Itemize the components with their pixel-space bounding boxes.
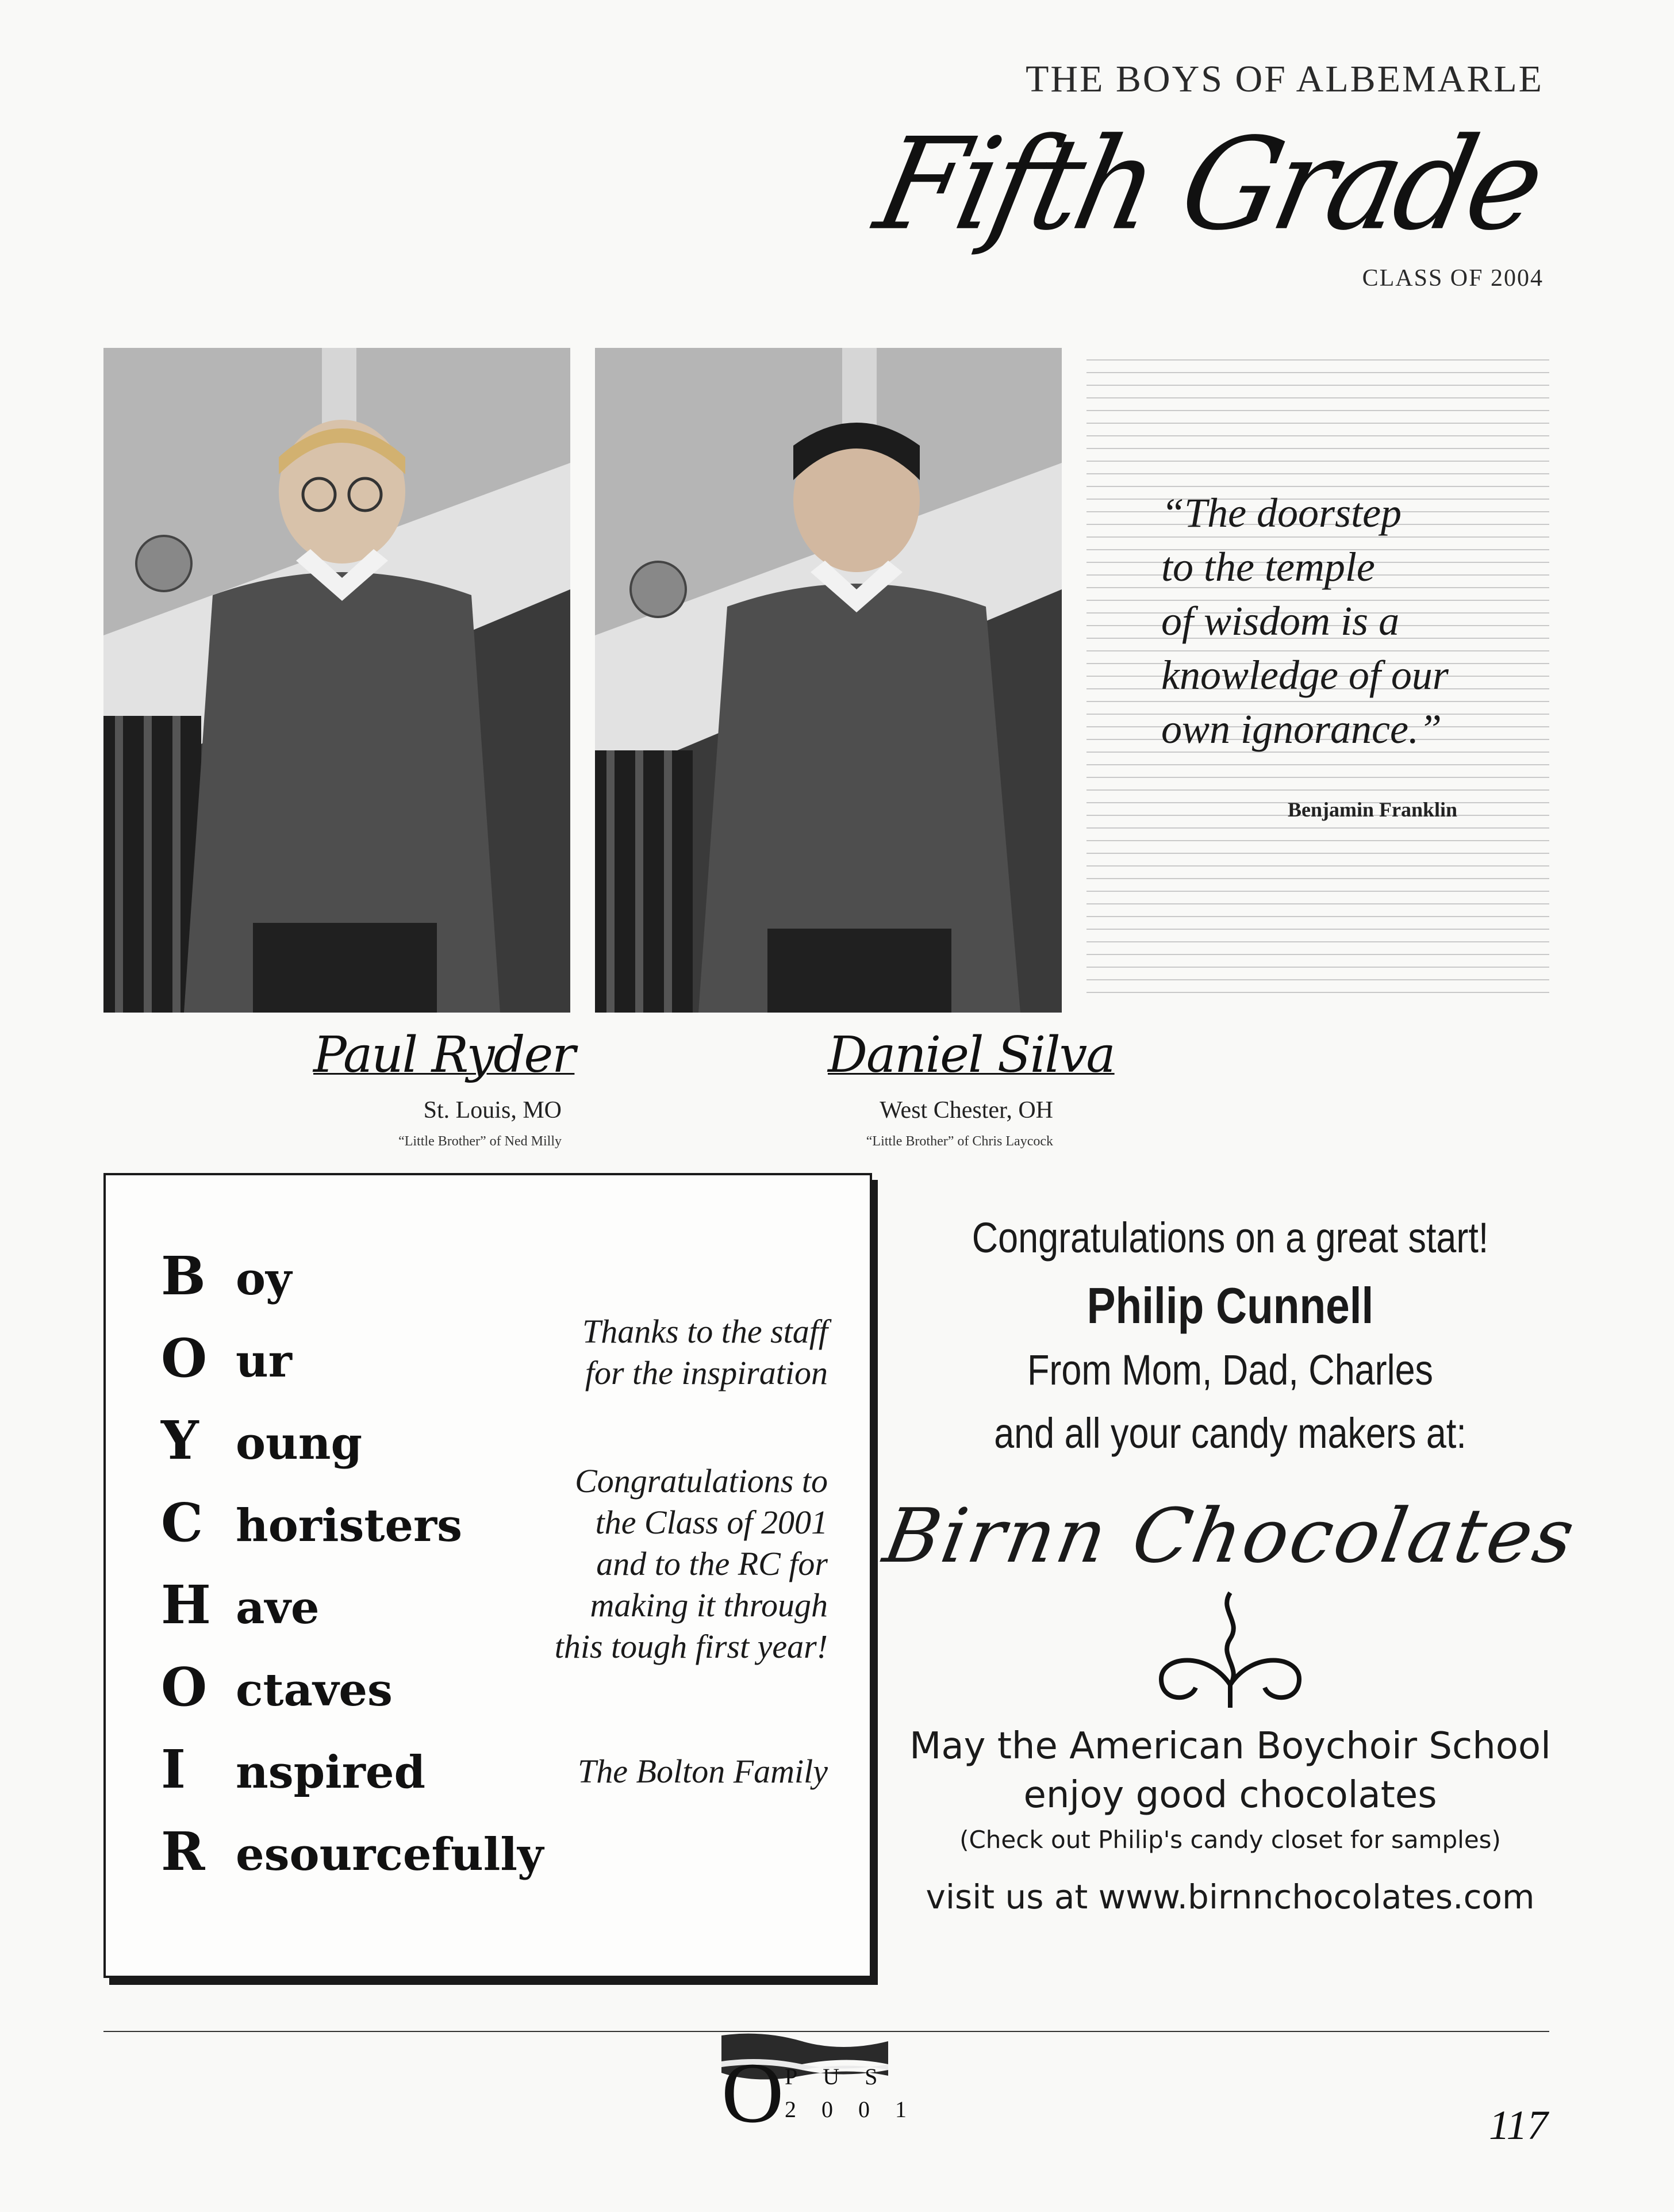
ad-headline: Congratulations on a great start!: [972, 1214, 1489, 1262]
ad-makers: and all your candy makers at:: [994, 1409, 1466, 1457]
thanks-line: for the inspiration: [585, 1354, 828, 1391]
acrostic-word: nspired: [236, 1746, 426, 1799]
acrostic-word: oy: [236, 1253, 292, 1305]
quote-text: [1161, 486, 1449, 756]
opus-logo-year: 2001: [785, 2096, 932, 2122]
signoff: The Bolton Family: [578, 1753, 828, 1790]
acrostic-word: horisters: [236, 1500, 463, 1552]
class-year: CLASS OF 2004: [1362, 265, 1544, 292]
quote-line: of wisdom is a: [1161, 598, 1400, 644]
quote-line: to the temple: [1161, 544, 1375, 590]
student-location: St. Louis, MO: [423, 1097, 562, 1124]
acrostic-row: [161, 1574, 320, 1636]
acrostic-letter: B: [161, 1245, 206, 1307]
acrostic-letter: C: [161, 1492, 204, 1554]
quote-line: own ignorance.”: [1161, 706, 1442, 752]
acrostic-row: [161, 1492, 462, 1554]
acrostic-letter: R: [161, 1820, 205, 1883]
acrostic-word: ur: [236, 1335, 292, 1387]
ad-tagline: enjoy good chocolates: [1023, 1774, 1437, 1816]
quote-line: knowledge of our: [1161, 652, 1449, 698]
thanks-line: Thanks to the staff: [582, 1313, 828, 1350]
acrostic-row: [161, 1409, 362, 1471]
acrostic-letter: I: [161, 1738, 186, 1800]
acrostic-letter: O: [161, 1327, 208, 1389]
opus-logo: O: [721, 2045, 784, 2141]
acrostic-letter: Y: [161, 1409, 199, 1471]
acrostic-word: ctaves: [236, 1664, 393, 1716]
congrats-line: this tough first year!: [554, 1628, 828, 1665]
acrostic-letter: H: [161, 1574, 211, 1636]
thanks-note: [506, 1311, 828, 1394]
ad-website: visit us at www.birnnchocolates.com: [926, 1877, 1535, 1916]
acrostic-word: esourcefully: [236, 1828, 544, 1881]
ad-honoree: Philip Cunnell: [1086, 1277, 1374, 1334]
acrostic-word: ave: [236, 1582, 320, 1634]
congrats-line: the Class of 2001: [595, 1504, 828, 1541]
page-number: 117: [1489, 2102, 1548, 2148]
congrats-line: making it through: [590, 1586, 828, 1624]
student-location: West Chester, OH: [880, 1097, 1053, 1124]
student-photo-daniel-silva: [595, 348, 1062, 1013]
student-photo-paul-ryder: [103, 348, 570, 1013]
student-signature: Daniel Silva: [828, 1026, 1115, 1084]
big-brother-note: “Little Brother” of Chris Laycock: [866, 1134, 1053, 1149]
congrats-note: [506, 1460, 828, 1667]
ornament-icon: [1150, 1587, 1311, 1713]
acrostic-word: oung: [236, 1417, 362, 1470]
acrostic-row: [161, 1327, 292, 1389]
grade-title: Fifth Grade: [865, 110, 1552, 259]
section-heading: THE BOYS OF ALBEMARLE: [1026, 58, 1544, 100]
opus-logo-text: PUS: [785, 2064, 903, 2090]
acrostic-letter: O: [161, 1656, 208, 1718]
brand-logo: Birnn Chocolates: [877, 1492, 1583, 1580]
acrostic-row: [161, 1656, 393, 1718]
congrats-line: Congratulations to: [575, 1462, 828, 1500]
big-brother-note: “Little Brother” of Ned Milly: [398, 1134, 562, 1149]
acrostic-row: [161, 1245, 291, 1307]
ad-note: (Check out Philip's candy closet for samples): [959, 1826, 1501, 1854]
quote-line: “The doorstep: [1161, 490, 1402, 536]
quote-author: Benjamin Franklin: [1288, 798, 1458, 821]
ad-tagline: May the American Boychoir School: [909, 1725, 1551, 1768]
acrostic-row: [161, 1820, 543, 1883]
congrats-line: and to the RC for: [596, 1545, 828, 1582]
ad-from: From Mom, Dad, Charles: [1027, 1346, 1434, 1394]
acrostic-row: [161, 1738, 425, 1800]
student-signature: Paul Ryder: [313, 1026, 575, 1084]
